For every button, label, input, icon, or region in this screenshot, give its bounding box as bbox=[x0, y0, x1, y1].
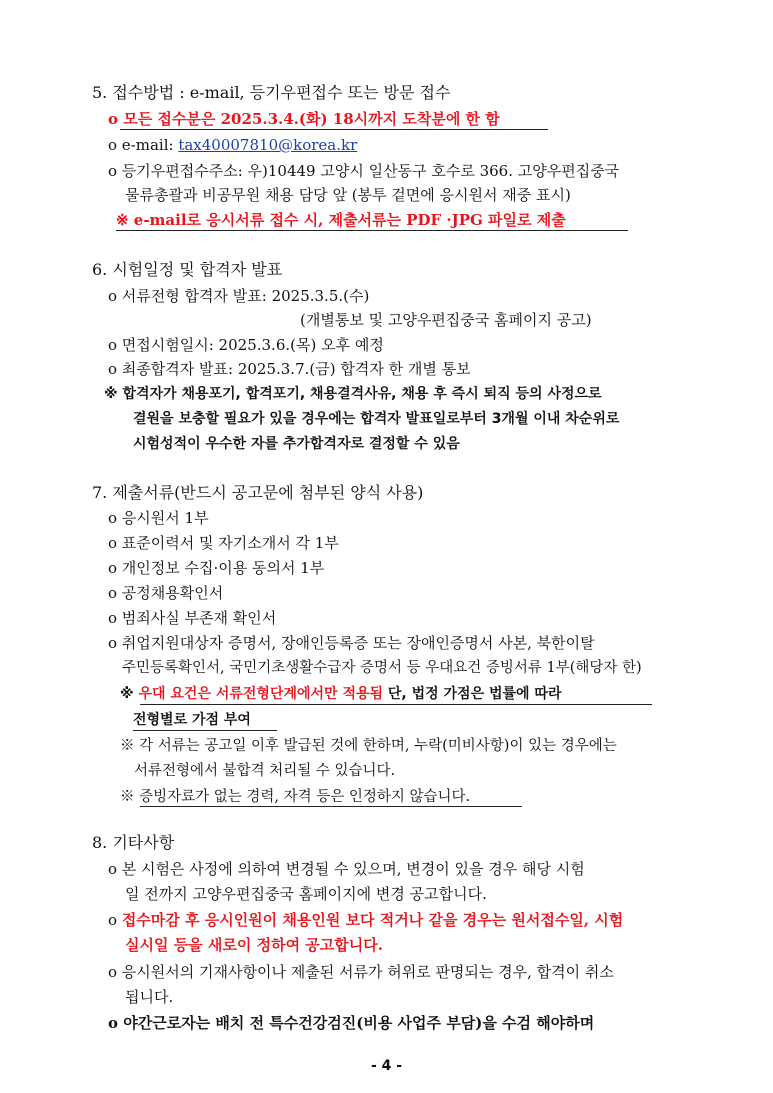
doc-note-a2: 서류전형에서 불합격 처리될 수 있습니다. bbox=[134, 763, 396, 779]
misc-item-1-line-2: 일 전까지 고양우편집중국 홈페이지에 변경 공고합니다. bbox=[125, 885, 487, 903]
address-line-2: 물류총괄과 비공무원 채용 담당 앞 (봉투 겉면에 응시원서 재중 표시) bbox=[125, 186, 571, 204]
doc-result-note: (개별통보 및 고양우편집중국 홈페이지 공고) bbox=[300, 311, 592, 329]
email-line bbox=[108, 134, 357, 156]
bullet: o bbox=[108, 911, 122, 929]
address-line-1: o 등기우편접수주소: 우)10449 고양시 일산동구 호수로 366. 고양우편집중국 bbox=[108, 162, 620, 180]
reserve-note-2: 결원을 보충할 필요가 있을 경우에는 합격자 발표일로부터 3개월 이내 차순위로 bbox=[133, 411, 620, 427]
doc-note-a1: ※ 각 서류는 공고일 이후 발급된 것에 한하며, 누락(미비사항)이 있는 경우에는 bbox=[120, 738, 617, 754]
preference-docs-2: 주민등록확인서, 국민기초생활수급자 증명서 등 우대요건 증빙서류 1부(해당자 한) bbox=[122, 660, 642, 676]
note-mark: ※ bbox=[120, 686, 139, 702]
doc-item: o 개인정보 수집·이용 동의서 1부 bbox=[108, 559, 325, 577]
misc-item-2-text: 접수마감 후 응시인원이 채용인원 보다 적거나 같을 경우는 원서접수일, 시험 bbox=[121, 911, 624, 929]
misc-item-1-line-1: o 본 시험은 사정에 의하여 변경될 수 있으며, 변경이 있을 경우 해당 시험 bbox=[108, 860, 585, 878]
deadline-underline bbox=[120, 129, 548, 130]
misc-item-2-line-1 bbox=[108, 909, 623, 931]
reserve-note-1: ※ 합격자가 채용포기, 합격포기, 채용결격사유, 채용 후 즉시 퇴직 등의 사정으로 bbox=[104, 386, 602, 402]
preference-note-2-underline bbox=[133, 730, 277, 731]
section-6-heading: 6. 시험일정 및 합격자 발표 bbox=[92, 260, 283, 279]
preference-note-bold: 단, 법정 가점은 법률에 따라 bbox=[383, 686, 562, 702]
preference-docs-1: o 취업지원대상자 증명서, 장애인등록증 또는 장애인증명서 사본, 북한이탈 bbox=[108, 634, 595, 652]
misc-item-4: o 야간근로자는 배치 전 특수건강검진(비용 사업주 부담)을 수검 해야하며 bbox=[108, 1014, 595, 1032]
section-5-heading: 5. 접수방법 : e-mail, 등기우편접수 또는 방문 접수 bbox=[92, 83, 451, 102]
email-file-note: ※ e-mail로 응시서류 접수 시, 제출서류는 PDF ·JPG 파일로 제출 bbox=[116, 211, 566, 229]
preference-note-red: 우대 요건은 서류전형단계에서만 적용됨 bbox=[138, 686, 384, 702]
preference-note-underline bbox=[140, 704, 652, 705]
doc-item: o 범죄사실 부존재 확인서 bbox=[108, 609, 277, 627]
email-link[interactable]: tax40007810@korea.kr bbox=[178, 136, 358, 154]
email-label: o e-mail: bbox=[108, 136, 179, 154]
page-number: - 4 - bbox=[370, 1058, 403, 1074]
interview-date: o 면접시험일시: 2025.3.6.(목) 오후 예정 bbox=[108, 336, 384, 354]
misc-item-3-line-2: 됩니다. bbox=[125, 988, 174, 1006]
misc-item-2-line-2: 실시일 등을 새로이 정하여 공고합니다. bbox=[125, 936, 383, 954]
reserve-note-3: 시험성적이 우수한 자를 추가합격자로 결정할 수 있음 bbox=[133, 436, 460, 452]
doc-item: o 공정채용확인서 bbox=[108, 584, 224, 602]
doc-item: o 응시원서 1부 bbox=[108, 509, 209, 527]
preference-note-1 bbox=[120, 683, 561, 705]
doc-note-b-underline bbox=[140, 806, 522, 807]
preference-note-2: 전형별로 가점 부여 bbox=[133, 712, 251, 728]
doc-item: o 표준이력서 및 자기소개서 각 1부 bbox=[108, 534, 339, 552]
email-note-underline bbox=[116, 230, 628, 231]
section-7-heading: 7. 제출서류(반드시 공고문에 첨부된 양식 사용) bbox=[92, 483, 424, 502]
doc-note-b: ※ 증빙자료가 없는 경력, 자격 등은 인정하지 않습니다. bbox=[120, 789, 471, 805]
doc-result: o 서류전형 합격자 발표: 2025.3.5.(수) bbox=[108, 287, 370, 305]
deadline-notice: o 모든 접수분은 2025.3.4.(화) 18시까지 도착분에 한 함 bbox=[108, 110, 500, 128]
section-8-heading: 8. 기타사항 bbox=[92, 833, 175, 852]
misc-item-3-line-1: o 응시원서의 기재사항이나 제출된 서류가 허위로 판명되는 경우, 합격이 취소 bbox=[108, 963, 614, 981]
final-result: o 최종합격자 발표: 2025.3.7.(금) 합격자 한 개별 통보 bbox=[108, 360, 471, 378]
